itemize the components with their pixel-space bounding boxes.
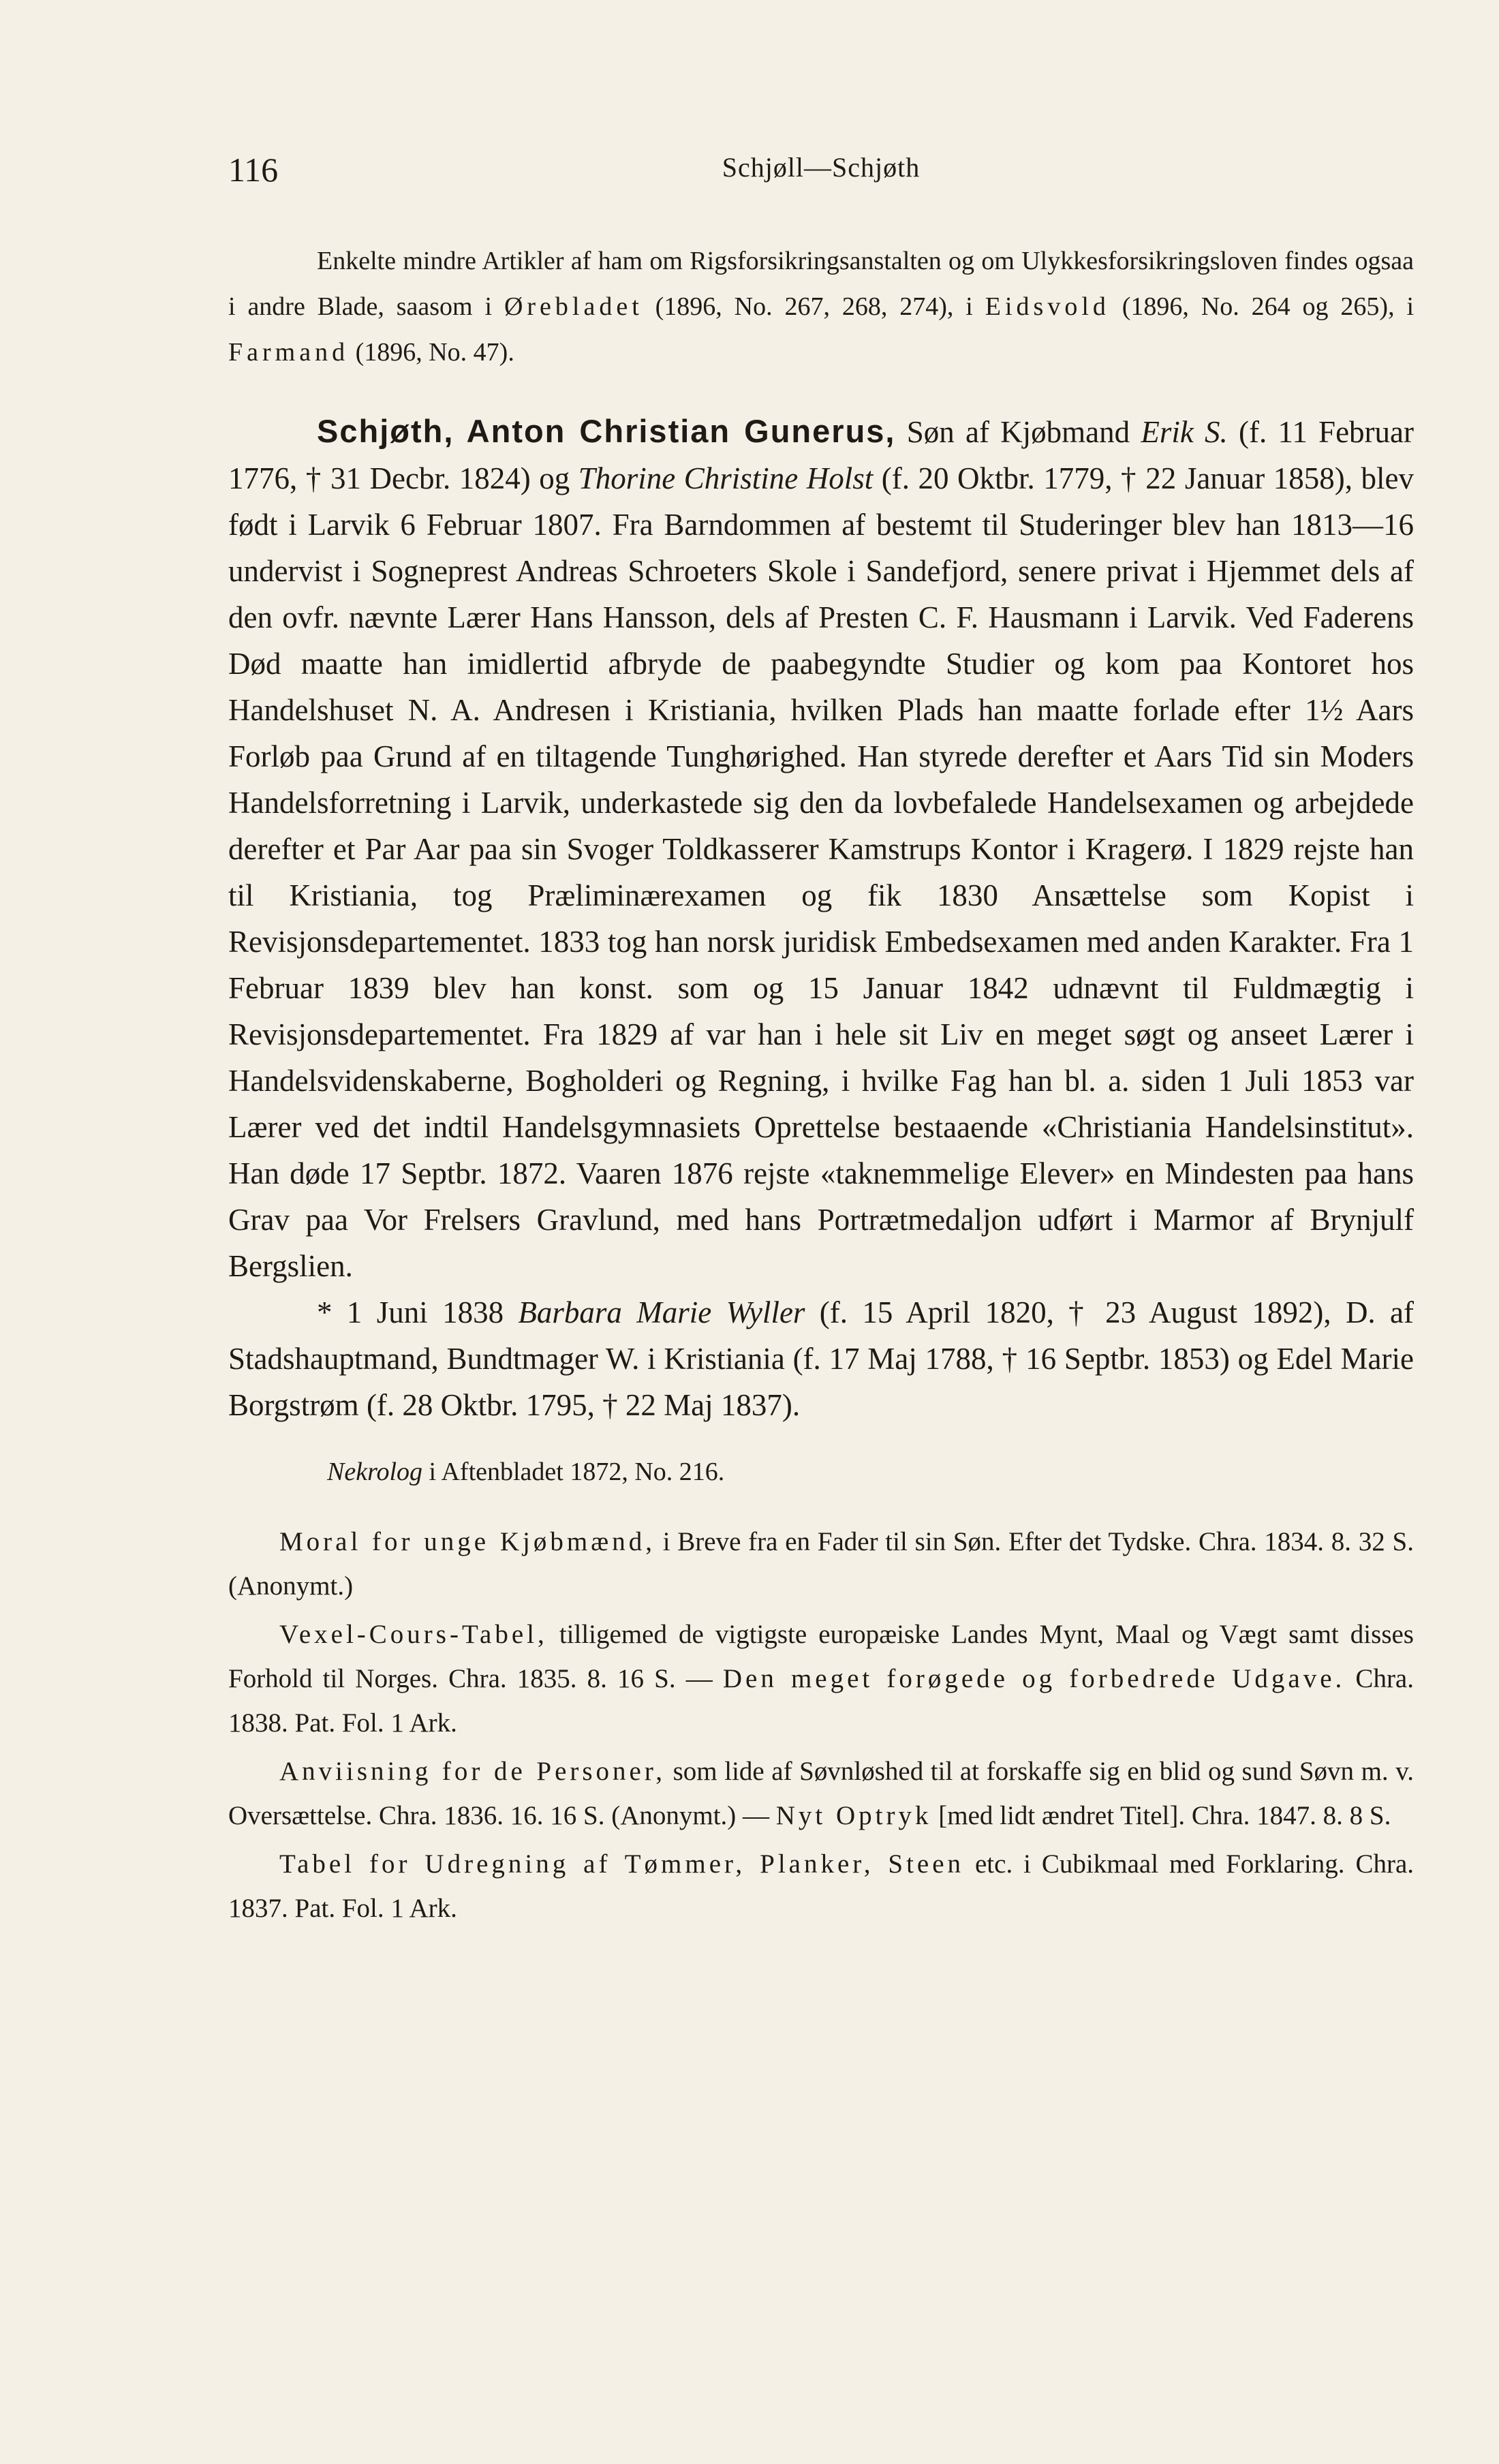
entry-text: Søn af Kjøbmand [895, 415, 1141, 449]
work-title: Moral for unge Kjøbmænd, [279, 1527, 655, 1556]
newspaper-name: Farmand [228, 338, 350, 367]
entry-text: (f. 20 Oktbr. 1779, † 22 Januar 1858), blev født i Larvik 6 Februar 1807. Fra Barndommen af bestemt til Studeringer blev han 1813—16 undervist i Sogneprest Andreas Schroeters Skole i Sandefjord, senere privat i Hjemmet dels af den ovfr. nævnte Lærer Hans Hansson, dels af Presten C. F. Hausmann i Larvik. Ved Faderens Død maatte han imidlertid afbryde de paabegyndte Studier og kom paa Kontoret hos Handelshuset N. A. Andresen i Kristiania, hvilken Plads han maatte forlade efter 1½ Aars Forløb paa Grund af en tiltagende Tunghørighed. Han styrede derefter et Aars Tid sin Moders Handelsforretning i Larvik, underkastede sig den da lovbefalede Handelsexamen og arbejdede derefter et Par Aar paa sin Svoger Toldkasserer Kamstrups Kontor i Kragerø. I 1829 rejste han til Kristiania, tog Præliminærexamen og fik 1830 Ansættelse som Kopist i Revisjonsdepartementet. 1833 tog han norsk juridisk Embedsexamen med anden Karakter. Fra 1 Februar 1839 blev han konst. som og 15 Januar 1842 udnævnt til Fuldmægtig i Revisjonsdepartementet. Fra 1829 af var han i hele sit Liv en meget søgt og anseet Lærer i Handelsvidenskaberne, Bogholderi og Regning, i hvilke Fag han bl. a. siden 1 Juli 1853 var Lærer ved det indtil Handelsgymnasiets Oprettelse bestaaende «Christiania Handelsinstitut». Han døde 17 Septbr. 1872. Vaaren 1876 rejste «taknemmelige Elever» en Mindesten paa hans Grav paa Vor Frelsers Gravlund, med hans Portrætmedaljon udført i Marmor af Brynjulf Bergslien. [228, 461, 1414, 1283]
running-title: Schjøll—Schjøth [722, 152, 921, 183]
work-item [228, 1842, 1414, 1930]
work-details: etc. i Cubikmaal med Forklaring. Chra. 1837. Pat. Fol. 1 Ark. [228, 1849, 1414, 1923]
wife-name: Barbara Marie Wyller [518, 1295, 805, 1329]
biography-entry [228, 408, 1414, 1428]
newspaper-name: Eidsvold [985, 292, 1110, 321]
intro-text: (1896, No. 264 og 265), i [1109, 292, 1415, 321]
marriage-paragraph [228, 1289, 1414, 1428]
page-number: 116 [228, 151, 279, 189]
source-label: Nekrolog [327, 1458, 423, 1486]
work-details: [med lidt ændret Titel]. Chra. 1847. 8. 8 S. [931, 1801, 1391, 1830]
work-item [228, 1749, 1414, 1838]
source-text: i Aftenbladet 1872, No. 216. [422, 1458, 725, 1486]
page [228, 136, 1414, 1935]
entry-headword: Schjøth, Anton Christian Gunerus, [317, 413, 896, 449]
entry-text: (f. 11 Februar 1776, † 31 Decbr. 1824) og [228, 415, 1414, 495]
work-details: tilligemed de vigtigste europæiske Landes Mynt, Maal og Vægt samt disses Forhold til Norges. Chra. 1835. 8. 16 S. — [228, 1620, 1414, 1693]
work-title: Vexel-Cours-Tabel, [279, 1620, 548, 1649]
work-title: Tabel for Udregning af Tømmer, Planker, Steen [279, 1849, 965, 1879]
work-details: Chra. 1838. Pat. Fol. 1 Ark. [228, 1664, 1414, 1738]
mother-name: Thorine Christine Holst [578, 461, 874, 495]
intro-text: (1896, No. 267, 268, 274), i [643, 292, 985, 321]
work-details: i Breve fra en Fader til sin Søn. Efter det Tydske. Chra. 1834. 8. 32 S. (Anonymt.) [228, 1527, 1414, 1601]
marriage-text: * 1 Juni 1838 [317, 1295, 519, 1329]
running-head [228, 136, 1414, 198]
works-list [228, 1520, 1414, 1930]
work-title: Nyt Optryk [775, 1801, 932, 1830]
intro-text: Enkelte mindre Artikler af ham om Rigsforsikringsanstalten og om Ulykkesforsikringsloven findes ogsaa i andre Blade, saasom i [228, 247, 1414, 321]
work-title: Anviisning for de Personer, [279, 1757, 666, 1786]
work-item [228, 1520, 1414, 1608]
marriage-text: (f. 15 April 1820, † 23 August 1892), D. af Stadshauptmand, Bundtmager W. i Kristiania (f. 17 Maj 1788, † 16 Septbr. 1853) og Edel Marie Borgstrøm (f. 28 Oktbr. 1795, † 22 Maj 1837). [228, 1295, 1414, 1422]
work-title: Den meget forøgede og forbedrede Udgave. [722, 1664, 1346, 1693]
intro-paragraph [228, 238, 1414, 375]
work-details: som lide af Søvnløshed til at forskaffe sig en blid og sund Søvn m. v. Oversættelse. Chra. 1836. 16. 16 S. (Anonymt.) — [228, 1757, 1414, 1830]
work-item [228, 1612, 1414, 1745]
newspaper-name: Ørebladet [504, 292, 643, 321]
intro-text: (1896, No. 47). [349, 338, 514, 367]
source-reference [228, 1451, 1414, 1492]
father-name: Erik S. [1141, 415, 1228, 449]
